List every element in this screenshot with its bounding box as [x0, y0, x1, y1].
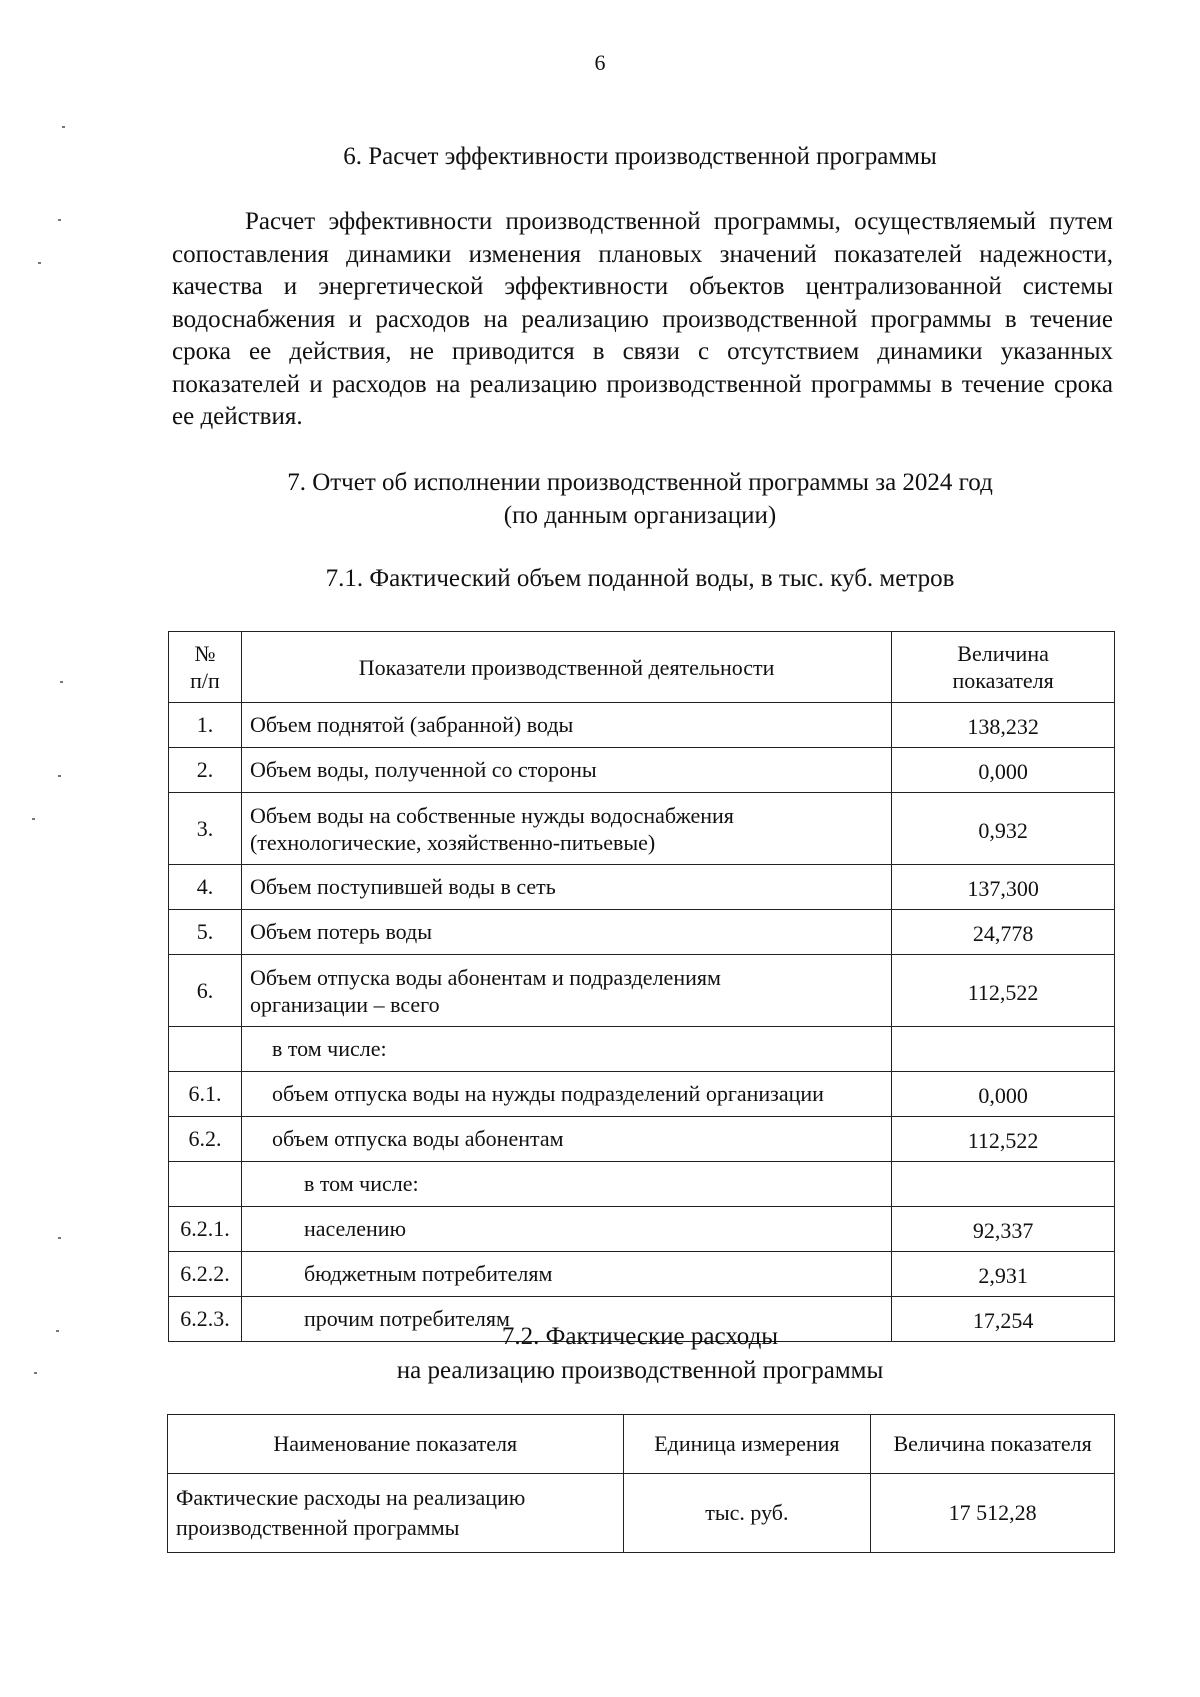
- row-value: 112,522: [892, 955, 1115, 1027]
- row-num: 6.: [169, 955, 242, 1027]
- table-row: [169, 865, 1115, 910]
- row-name: Объем поступившей воды в сеть: [241, 865, 891, 910]
- header-num-line2: п/п: [190, 668, 220, 693]
- row-value: 0,000: [892, 1072, 1115, 1117]
- row-name: Объем поднятой (забранной) воды: [241, 703, 891, 748]
- row-name: [241, 955, 891, 1027]
- row-name: объем отпуска воды абонентам: [241, 1117, 891, 1162]
- row-name-line2: (технологические, хозяйственно-питьевые): [249, 829, 656, 855]
- row-value: 112,522: [892, 1117, 1115, 1162]
- table-row: [169, 955, 1115, 1027]
- table-row: [169, 1117, 1115, 1162]
- row-value: 137,300: [892, 865, 1115, 910]
- row-value: 138,232: [892, 703, 1115, 748]
- table-row: [169, 1162, 1115, 1207]
- table-row: [168, 1474, 1115, 1553]
- section-6-title: 6. Расчет эффективности производственной программы: [343, 143, 937, 170]
- row-name: Объем воды, полученной со стороны: [241, 748, 891, 793]
- row-unit: тыс. руб.: [623, 1474, 871, 1553]
- table-header-row: [168, 1415, 1115, 1474]
- table-row: [169, 793, 1115, 865]
- table-header-row: [169, 632, 1115, 703]
- row-value: 17,254: [892, 1297, 1115, 1342]
- header-num: [169, 632, 242, 703]
- table-row: [169, 910, 1115, 955]
- row-value: [892, 1162, 1115, 1207]
- row-name: в том числе:: [241, 1027, 891, 1072]
- header-unit: Единица измерения: [623, 1415, 871, 1474]
- section-7-2-title: [170, 1320, 1110, 1388]
- section-7-1-title: 7.1. Фактический объем поданной воды, в тыс. куб. метров: [325, 565, 955, 592]
- row-value: 24,778: [892, 910, 1115, 955]
- row-name-line1: Объем отпуска воды абонентам и подразделениям: [249, 964, 721, 990]
- header-value: Величина показателя: [871, 1415, 1115, 1474]
- row-num: 4.: [169, 865, 242, 910]
- row-name: Объем потерь воды: [241, 910, 891, 955]
- water-volume-table: [168, 631, 1115, 1342]
- section-7-2-title-line1: 7.2. Фактические расходы: [501, 1323, 779, 1350]
- scan-speck: [34, 1372, 37, 1374]
- scan-speck: [58, 1237, 61, 1239]
- row-num: 6.2.2.: [169, 1252, 242, 1297]
- table-row: [169, 703, 1115, 748]
- row-name: объем отпуска воды на нужды подразделений организации: [241, 1072, 891, 1117]
- table-row: [169, 748, 1115, 793]
- section-7-2-title-line2: на реализацию производственной программы: [396, 1357, 884, 1384]
- expenses-table: [167, 1414, 1115, 1553]
- scan-speck: [56, 1330, 59, 1332]
- table-row: [169, 1072, 1115, 1117]
- row-num: [169, 1027, 242, 1072]
- scan-speck: [32, 818, 35, 820]
- page-number: 6: [594, 50, 606, 75]
- row-name-line1: Фактические расходы на реализацию: [176, 1485, 526, 1510]
- row-value: 0,000: [892, 748, 1115, 793]
- row-num: 3.: [169, 793, 242, 865]
- section-7-title: [170, 466, 1110, 532]
- row-num: 5.: [169, 910, 242, 955]
- section-6-paragraph: Расчет эффективности производственной программы, осуществляемый путем сопоставления динамики изменения плановых значений показателей надежности, качества и энергетической эффективности объектов централизованной системы водоснабжения и расходов на реализацию производственной программы в течение срока ее действия, не приводится в связи с отсутствием динамики указанных показателей и расходов на реализацию производственной программы в течение срока ее действия.: [172, 208, 1113, 430]
- header-value-line1: Величина: [957, 641, 1049, 666]
- header-indicator-name: Наименование показателя: [168, 1415, 624, 1474]
- scan-speck: [62, 126, 65, 128]
- section-7-title-line2: (по данным организации): [503, 502, 777, 529]
- row-value: [892, 1027, 1115, 1072]
- row-name-line2: организации – всего: [249, 991, 440, 1017]
- row-name-line1: Объем воды на собственные нужды водоснабжения: [249, 802, 734, 828]
- header-indicator: Показатели производственной деятельности: [241, 632, 891, 703]
- table-row: [169, 1252, 1115, 1297]
- row-name: [168, 1474, 624, 1553]
- scan-speck: [58, 775, 61, 777]
- row-value: 17 512,28: [871, 1474, 1115, 1553]
- row-num: [169, 1162, 242, 1207]
- row-num: 1.: [169, 703, 242, 748]
- header-value: [892, 632, 1115, 703]
- row-name: прочим потребителям: [241, 1297, 891, 1342]
- row-num: 6.1.: [169, 1072, 242, 1117]
- row-name-line2: производственной программы: [176, 1515, 460, 1540]
- row-num: 6.2.3.: [169, 1297, 242, 1342]
- row-value: 92,337: [892, 1207, 1115, 1252]
- section-7-title-line1: 7. Отчет об исполнении производственной программы за 2024 год: [287, 469, 993, 496]
- scan-speck: [38, 262, 41, 264]
- row-value: 2,931: [892, 1252, 1115, 1297]
- scan-speck: [60, 681, 63, 683]
- row-num: 2.: [169, 748, 242, 793]
- table-row: [169, 1027, 1115, 1072]
- row-name: населению: [241, 1207, 891, 1252]
- row-num: 6.2.: [169, 1117, 242, 1162]
- row-value: 0,932: [892, 793, 1115, 865]
- table-row: [169, 1207, 1115, 1252]
- header-value-line2: показателя: [952, 668, 1054, 693]
- row-name: в том числе:: [241, 1162, 891, 1207]
- row-name: [241, 793, 891, 865]
- row-name: бюджетным потребителям: [241, 1252, 891, 1297]
- header-num-line1: №: [194, 641, 216, 666]
- scan-speck: [58, 219, 61, 221]
- row-num: 6.2.1.: [169, 1207, 242, 1252]
